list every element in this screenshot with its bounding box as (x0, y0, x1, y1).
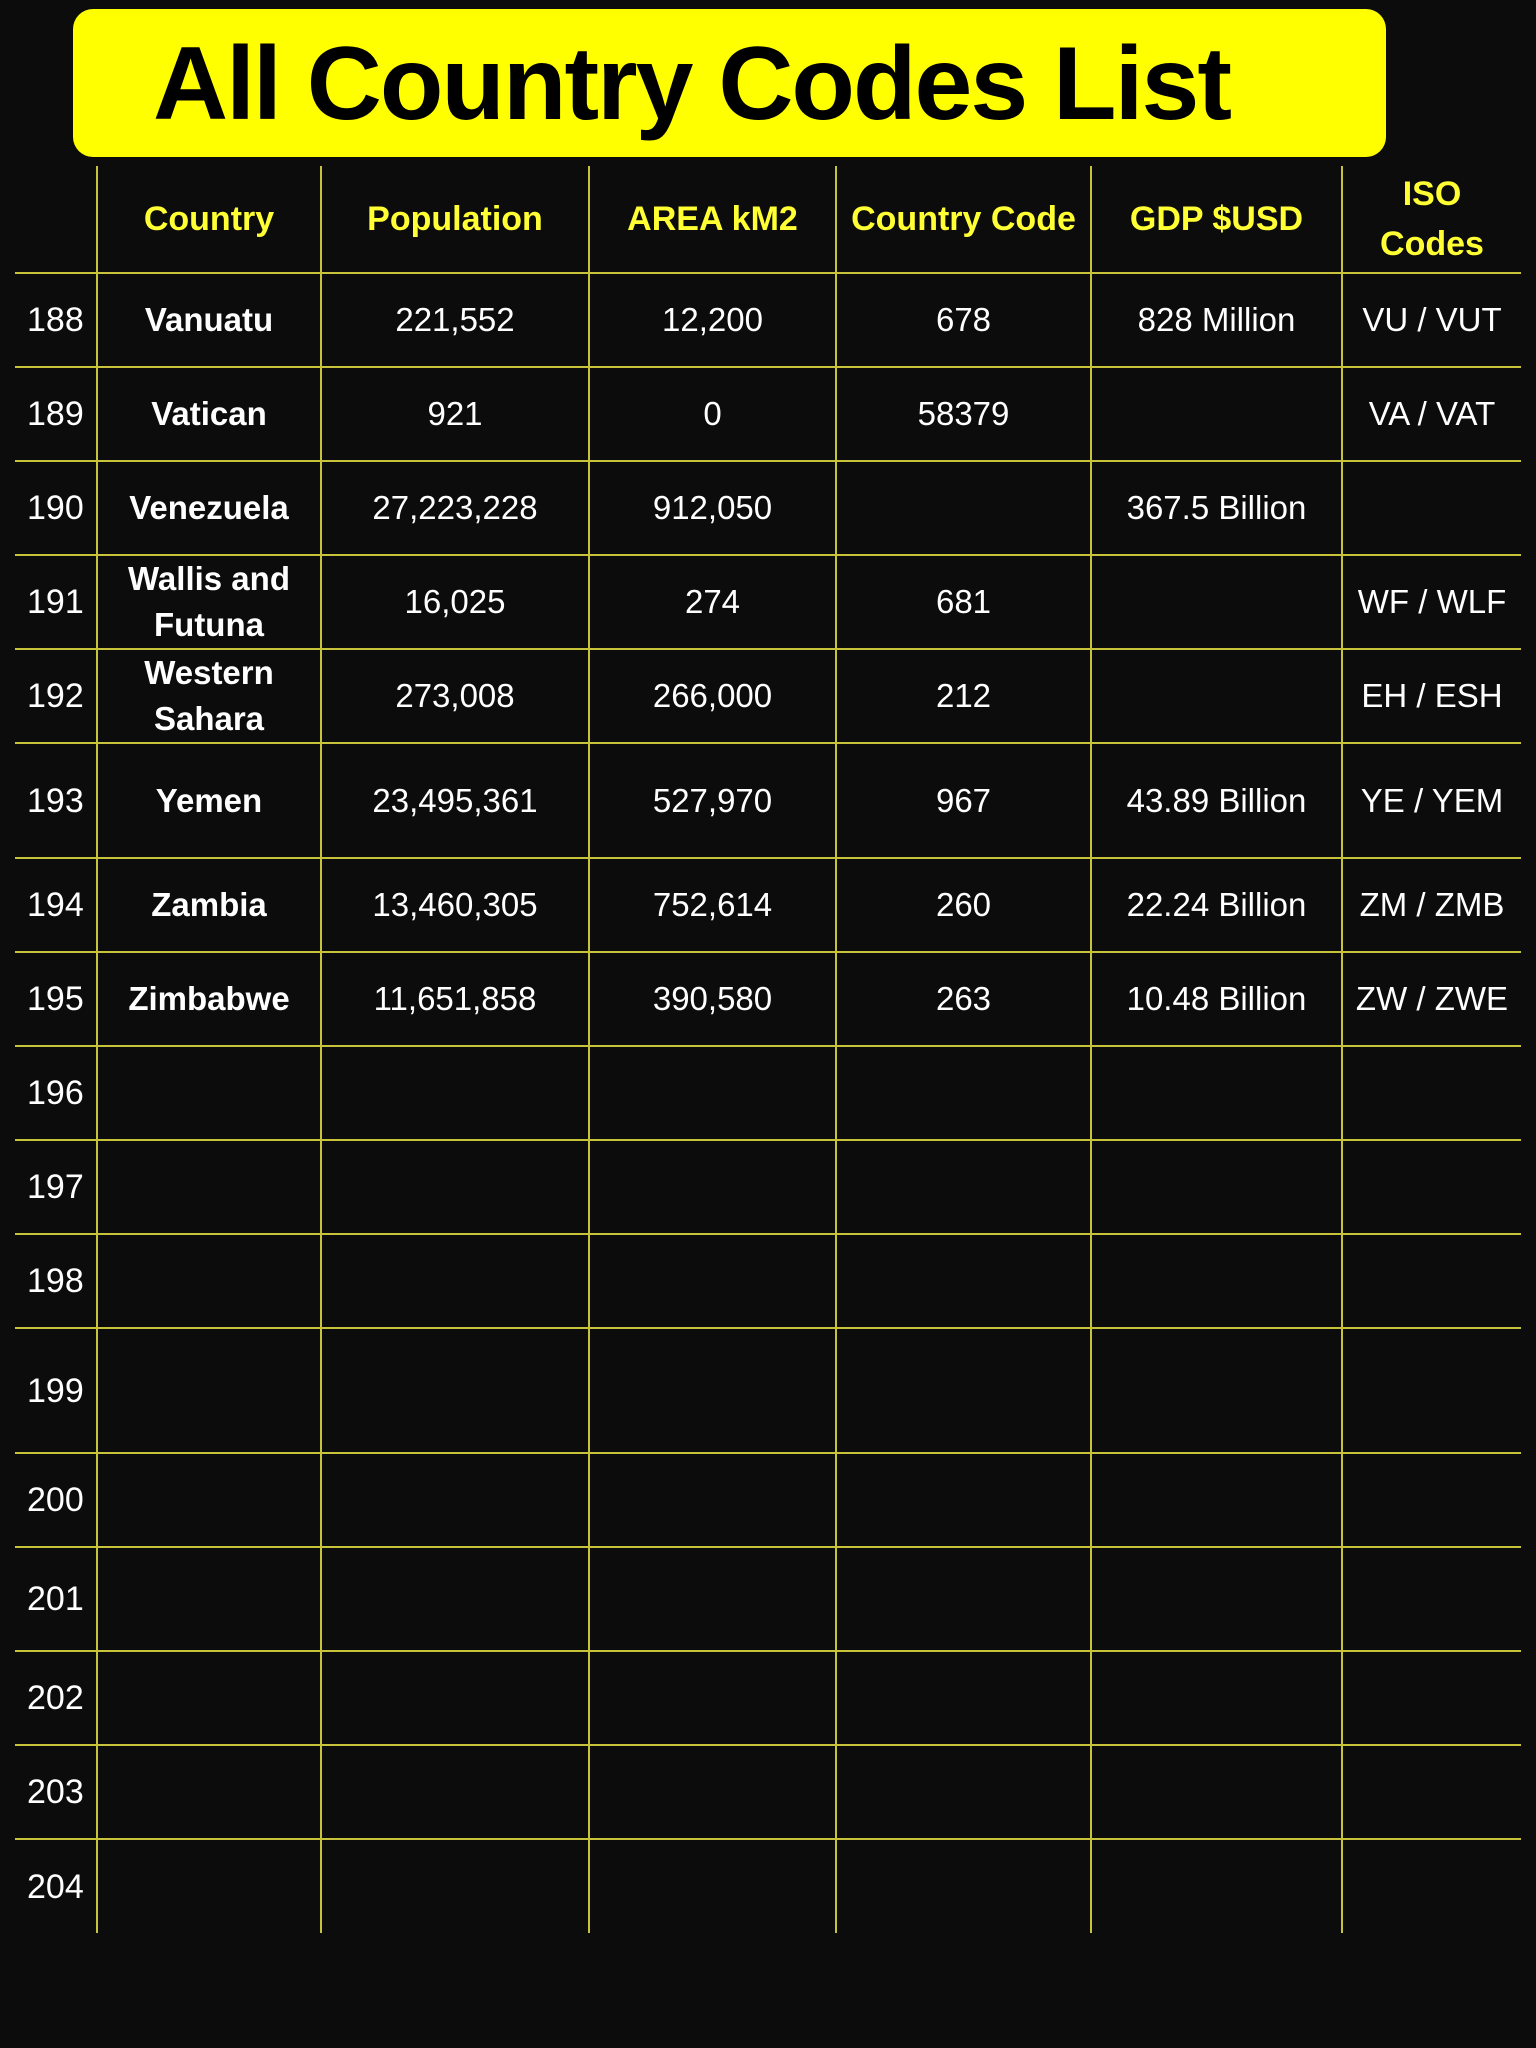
table-row (15, 1328, 1521, 1453)
country-code-cell (836, 1651, 1091, 1745)
gdp-cell: 828 Million (1091, 273, 1342, 367)
country-code-cell: 681 (836, 555, 1091, 649)
area-cell: 752,614 (589, 858, 836, 952)
area-cell: 274 (589, 555, 836, 649)
title-banner (73, 9, 1386, 157)
country-code-cell (836, 461, 1091, 555)
country-cell: Vatican (97, 367, 321, 461)
population-cell (321, 1234, 589, 1328)
gdp-cell (1091, 1234, 1342, 1328)
table-row (15, 555, 1521, 649)
population-cell: 221,552 (321, 273, 589, 367)
population-cell: 921 (321, 367, 589, 461)
country-code-cell (836, 1140, 1091, 1234)
area-cell (589, 1745, 836, 1839)
table-row (15, 1140, 1521, 1234)
header-country-code: Country Code (836, 166, 1091, 273)
row-number: 202 (15, 1651, 97, 1745)
area-cell: 0 (589, 367, 836, 461)
gdp-cell (1091, 1651, 1342, 1745)
country-cell: Yemen (97, 743, 321, 858)
row-number: 188 (15, 273, 97, 367)
table-row (15, 1745, 1521, 1839)
population-cell (321, 1651, 589, 1745)
population-cell (321, 1839, 589, 1933)
country-code-cell (836, 1234, 1091, 1328)
area-cell: 527,970 (589, 743, 836, 858)
population-cell: 13,460,305 (321, 858, 589, 952)
country-cell: Zimbabwe (97, 952, 321, 1046)
iso-cell: ZM / ZMB (1342, 858, 1521, 952)
population-cell (321, 1453, 589, 1547)
area-cell (589, 1140, 836, 1234)
row-number: 198 (15, 1234, 97, 1328)
iso-cell (1342, 1453, 1521, 1547)
iso-cell: YE / YEM (1342, 743, 1521, 858)
header-area: AREA kM2 (589, 166, 836, 273)
iso-cell (1342, 1234, 1521, 1328)
table-row (15, 273, 1521, 367)
country-cell: Zambia (97, 858, 321, 952)
country-code-cell (836, 1453, 1091, 1547)
area-cell (589, 1547, 836, 1651)
row-number: 199 (15, 1328, 97, 1453)
iso-cell: WF / WLF (1342, 555, 1521, 649)
country-code-cell: 260 (836, 858, 1091, 952)
row-number: 204 (15, 1839, 97, 1933)
table-row (15, 1234, 1521, 1328)
table-row (15, 1651, 1521, 1745)
country-cell (97, 1046, 321, 1140)
country-cell (97, 1745, 321, 1839)
iso-cell (1342, 1140, 1521, 1234)
country-code-cell: 263 (836, 952, 1091, 1046)
row-number: 191 (15, 555, 97, 649)
area-cell (589, 1046, 836, 1140)
header-row (15, 166, 1521, 273)
iso-cell (1342, 461, 1521, 555)
country-code-cell: 678 (836, 273, 1091, 367)
iso-cell (1342, 1651, 1521, 1745)
row-number: 195 (15, 952, 97, 1046)
population-cell (321, 1547, 589, 1651)
table-row (15, 1547, 1521, 1651)
header-population: Population (321, 166, 589, 273)
header-gdp: GDP $USD (1091, 166, 1342, 273)
gdp-cell (1091, 367, 1342, 461)
area-cell (589, 1234, 836, 1328)
country-cell (97, 1547, 321, 1651)
country-cell (97, 1140, 321, 1234)
country-code-cell (836, 1839, 1091, 1933)
row-number: 189 (15, 367, 97, 461)
iso-cell (1342, 1547, 1521, 1651)
area-cell: 266,000 (589, 649, 836, 743)
country-code-cell (836, 1745, 1091, 1839)
area-cell (589, 1651, 836, 1745)
iso-cell (1342, 1745, 1521, 1839)
country-cell: Wallis and Futuna (97, 555, 321, 649)
row-number: 203 (15, 1745, 97, 1839)
gdp-cell (1091, 1328, 1342, 1453)
area-cell (589, 1453, 836, 1547)
table-row (15, 1453, 1521, 1547)
area-cell: 912,050 (589, 461, 836, 555)
gdp-cell: 43.89 Billion (1091, 743, 1342, 858)
row-number: 201 (15, 1547, 97, 1651)
row-number: 194 (15, 858, 97, 952)
row-number: 190 (15, 461, 97, 555)
area-cell: 12,200 (589, 273, 836, 367)
country-code-cell: 967 (836, 743, 1091, 858)
country-code-cell: 58379 (836, 367, 1091, 461)
row-number: 193 (15, 743, 97, 858)
iso-cell: ZW / ZWE (1342, 952, 1521, 1046)
country-cell (97, 1328, 321, 1453)
gdp-cell: 367.5 Billion (1091, 461, 1342, 555)
iso-cell (1342, 1328, 1521, 1453)
iso-cell: VA / VAT (1342, 367, 1521, 461)
gdp-cell: 22.24 Billion (1091, 858, 1342, 952)
table-body (15, 273, 1521, 1933)
gdp-cell (1091, 1453, 1342, 1547)
area-cell (589, 1328, 836, 1453)
table-row (15, 367, 1521, 461)
table-row (15, 649, 1521, 743)
gdp-cell: 10.48 Billion (1091, 952, 1342, 1046)
area-cell (589, 1839, 836, 1933)
row-number: 200 (15, 1453, 97, 1547)
country-cell (97, 1651, 321, 1745)
gdp-cell (1091, 649, 1342, 743)
table-row (15, 858, 1521, 952)
gdp-cell (1091, 1547, 1342, 1651)
table-row (15, 743, 1521, 858)
iso-cell: VU / VUT (1342, 273, 1521, 367)
population-cell: 16,025 (321, 555, 589, 649)
gdp-cell (1091, 1839, 1342, 1933)
country-code-cell (836, 1328, 1091, 1453)
gdp-cell (1091, 555, 1342, 649)
iso-cell: EH / ESH (1342, 649, 1521, 743)
header-iso-codes: ISO Codes (1342, 166, 1521, 273)
row-number: 197 (15, 1140, 97, 1234)
row-number: 196 (15, 1046, 97, 1140)
header-country: Country (97, 166, 321, 273)
population-cell: 23,495,361 (321, 743, 589, 858)
population-cell (321, 1140, 589, 1234)
country-cell: Western Sahara (97, 649, 321, 743)
population-cell: 273,008 (321, 649, 589, 743)
population-cell: 11,651,858 (321, 952, 589, 1046)
population-cell (321, 1328, 589, 1453)
country-cell (97, 1234, 321, 1328)
country-code-cell: 212 (836, 649, 1091, 743)
population-cell (321, 1745, 589, 1839)
iso-cell (1342, 1046, 1521, 1140)
country-cell: Venezuela (97, 461, 321, 555)
country-cell (97, 1453, 321, 1547)
row-number: 192 (15, 649, 97, 743)
table-row (15, 1046, 1521, 1140)
country-codes-table (15, 166, 1521, 1933)
page-title: All Country Codes List (153, 26, 1230, 142)
header-number (15, 166, 97, 273)
table-row (15, 1839, 1521, 1933)
iso-cell (1342, 1839, 1521, 1933)
gdp-cell (1091, 1140, 1342, 1234)
country-code-cell (836, 1547, 1091, 1651)
area-cell: 390,580 (589, 952, 836, 1046)
country-cell (97, 1839, 321, 1933)
gdp-cell (1091, 1745, 1342, 1839)
table-row (15, 461, 1521, 555)
population-cell (321, 1046, 589, 1140)
gdp-cell (1091, 1046, 1342, 1140)
population-cell: 27,223,228 (321, 461, 589, 555)
country-cell: Vanuatu (97, 273, 321, 367)
table-row (15, 952, 1521, 1046)
country-code-cell (836, 1046, 1091, 1140)
